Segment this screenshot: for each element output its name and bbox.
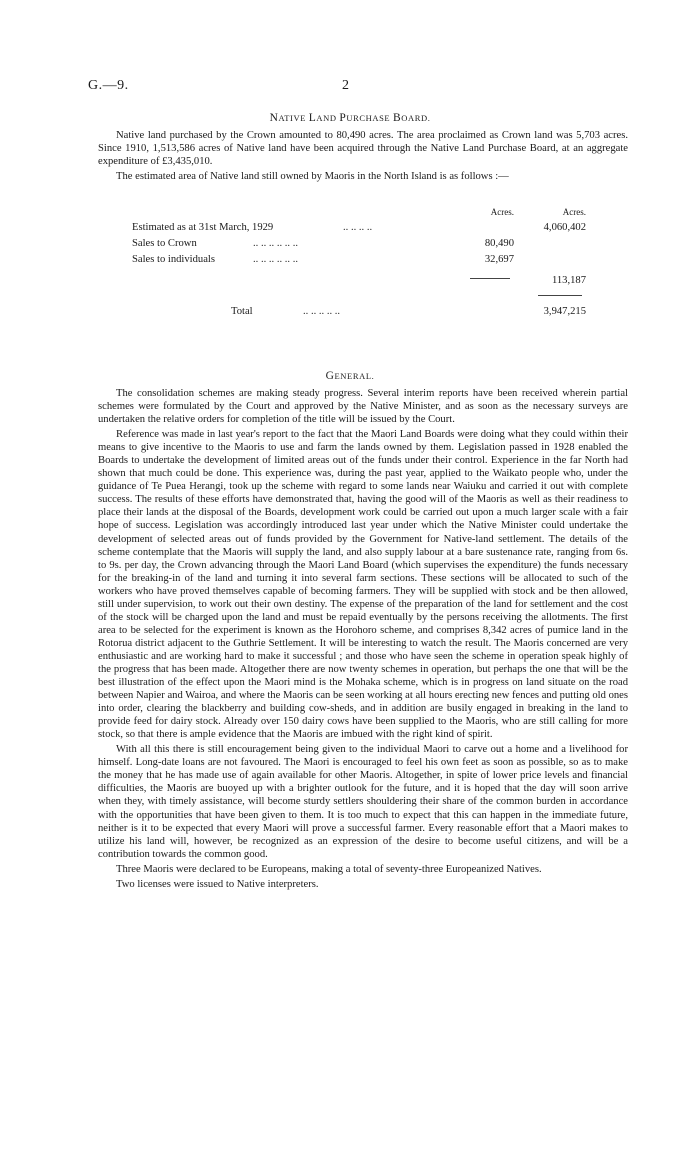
total-rule [538,295,582,296]
page-number: 2 [342,78,349,93]
table-row [98,222,638,235]
leader-dots: .. .. .. .. .. [303,306,341,317]
leader-dots: .. .. .. .. [343,222,373,233]
title-rest: OARD. [401,113,431,123]
paragraph: Three Maoris were declared to be Europeans, making a total of seventy-three Europeanized Natives. [116,863,542,875]
cell-acres: 32,697 [484,254,514,265]
leader-dots: .. .. .. .. .. .. [253,254,299,265]
title-cap: N [269,112,279,124]
cell-acres: 4,060,402 [543,222,586,233]
section-title-general [0,370,700,382]
title-cap: B [392,112,402,124]
cell-acres: 80,490 [484,238,514,249]
section-title-land-purchase [0,112,700,124]
title-cap: P [339,112,347,124]
paragraph: The consolidation schemes are making steady progress. Several interim reports have been received wherein partial schemes were formulated by the Court and approved by the Native Minister, and as soon as the necessary surveys are undertaken the relative orders for completion of the title will be issued by the Court. [98,388,628,426]
total-row [98,306,638,319]
row-label: Sales to Crown [132,238,197,249]
paragraph: The estimated area of Native land still owned by Maoris in the North Island is as follows :— [116,171,509,183]
table-row [98,238,638,251]
paragraph: Two licenses were issued to Native interpreters. [116,878,319,890]
table-header-row [98,207,638,220]
land-purchase-text [98,129,628,185]
title-rest: ATIVE [278,113,309,123]
row-label: Estimated as at 31st March, 1929 [132,222,274,233]
document-reference: G.—9. [88,78,129,93]
title-cap: G [325,370,335,382]
general-text [98,387,628,893]
total-label: Total [231,306,253,317]
paragraph: Native land purchased by the Crown amounted to 80,490 acres. The area proclaimed as Crown land was 5,703 acres. Since 1910, 1,513,586 acres of Native land have been acquired through the Native Land Purchase Board, at an aggregate expenditure of £3,435,010. [98,130,628,168]
title-rest: AND [316,113,340,123]
column-header-acres: Acres. [490,207,514,217]
title-rest: ENERAL. [334,371,375,381]
subtotal-value: 113,187 [551,275,586,286]
paragraph: With all this there is still encouragement being given to the individual Maori to carve out a home and a livelihood for himself. Long-date loans are not favoured. The Maori is encouraged to feel his own feet as soon as possible, so as to make the money that he has made use of again available for other Maoris. Altogether, in spite of lower price levels and financial difficulties, the Maoris are buoyed up with a brighter outlook for the future, and it is hoped that the day will soon arrive when they, with timely assistance, will become sturdy settlers shouldering their share of the common burden in accordance with the opportunities that have been given to them. It is too much to expect that this can happen in the immediate future, neither is it to be expected that every Maori will prove a successful farmer. Every reasonable effort that a Maori makes to utilize his land will, however, be recognized as an expression of the desire to become useful citizens, and will be a contribution towards the common good. [98,744,628,860]
row-label: Sales to individuals [132,254,215,265]
total-value: 3,947,215 [543,306,586,317]
table-row [98,254,638,267]
column-header-acres: Acres. [562,207,586,217]
paragraph: Reference was made in last year's report to the fact that the Maori Land Boards were doing what they could within their means to give incentive to the Maoris to use and farm the lands owned by them. Legislation passed in 1928 enabled the Boards to undertake the development of limited areas out of the funds under their control. Experience in the far North had shown that much could be done. This experience was, during the past year, applied to the Waikato people who, under the guidance of Te Puea Herangi, took up the scheme with regard to some lands near Waiuku and carried it out with complete success. The results of these efforts have demonstrated that, having the good will of the Maoris as well as their readiness to place their lands at the disposal of the Boards, development work could be carried out upon a much larger scale with a fair hope of success. Legislation was accordingly introduced last year under which the Native Minister could undertake the development of selected areas out of funds provided by the Government for Native-land settlement. The details of the scheme contemplate that the Maoris will supply the land, and also supply labour at a bare sustenance rate, ranging from 6s. to 9s. per day, the Crown advancing through the Maori Land Board (which supervises the expenditure) the funds necessary for the breaking-in of the land and turning it into several farm sections. These sections will be allocated to such of the workers who have proved themselves capable of becoming farmers. They will be supplied with stock and be then allowed, still under supervision, to work out their own destiny. The expense of the preparation of the land for settlement and the cost of the stock will be charged upon the land and must be repaid eventually by the persons receiving the allotments. The first area to be selected for the experiment is known as the Horohoro scheme, and comprises 8,342 acres of pumice land in the Rotorua district adjacent to the Guthrie Settlement. It will be interesting to watch the result. The Maoris concerned are very enthusiastic and are working hard to make it successful ; and those who have seen the scheme in operation speak highly of the progress that has been made. Altogether there are now twenty schemes in operation, but perhaps the one that will be the best illustration of the effect upon the Maori mind is the Mohaka scheme, which is in progress on land situate on the road between Napier and Wairoa, and where the Maoris can be seen working at all hours erecting new fences and putting old ones into order, clearing the blackberry and building cow-sheds, and in addition are busily engaged in breaking in the land to provide feed for dairy stock. Already over 150 dairy cows have been supplied to the Maoris, who are still calling for more stock, so that there is ample evidence that the Maoris are imbued with the right kind of spirit. [98,429,628,741]
leader-dots: .. .. .. .. .. .. [253,238,299,249]
subtotal-row [98,275,638,288]
title-rest: URCHASE [346,113,393,123]
title-cap: L [308,112,317,124]
